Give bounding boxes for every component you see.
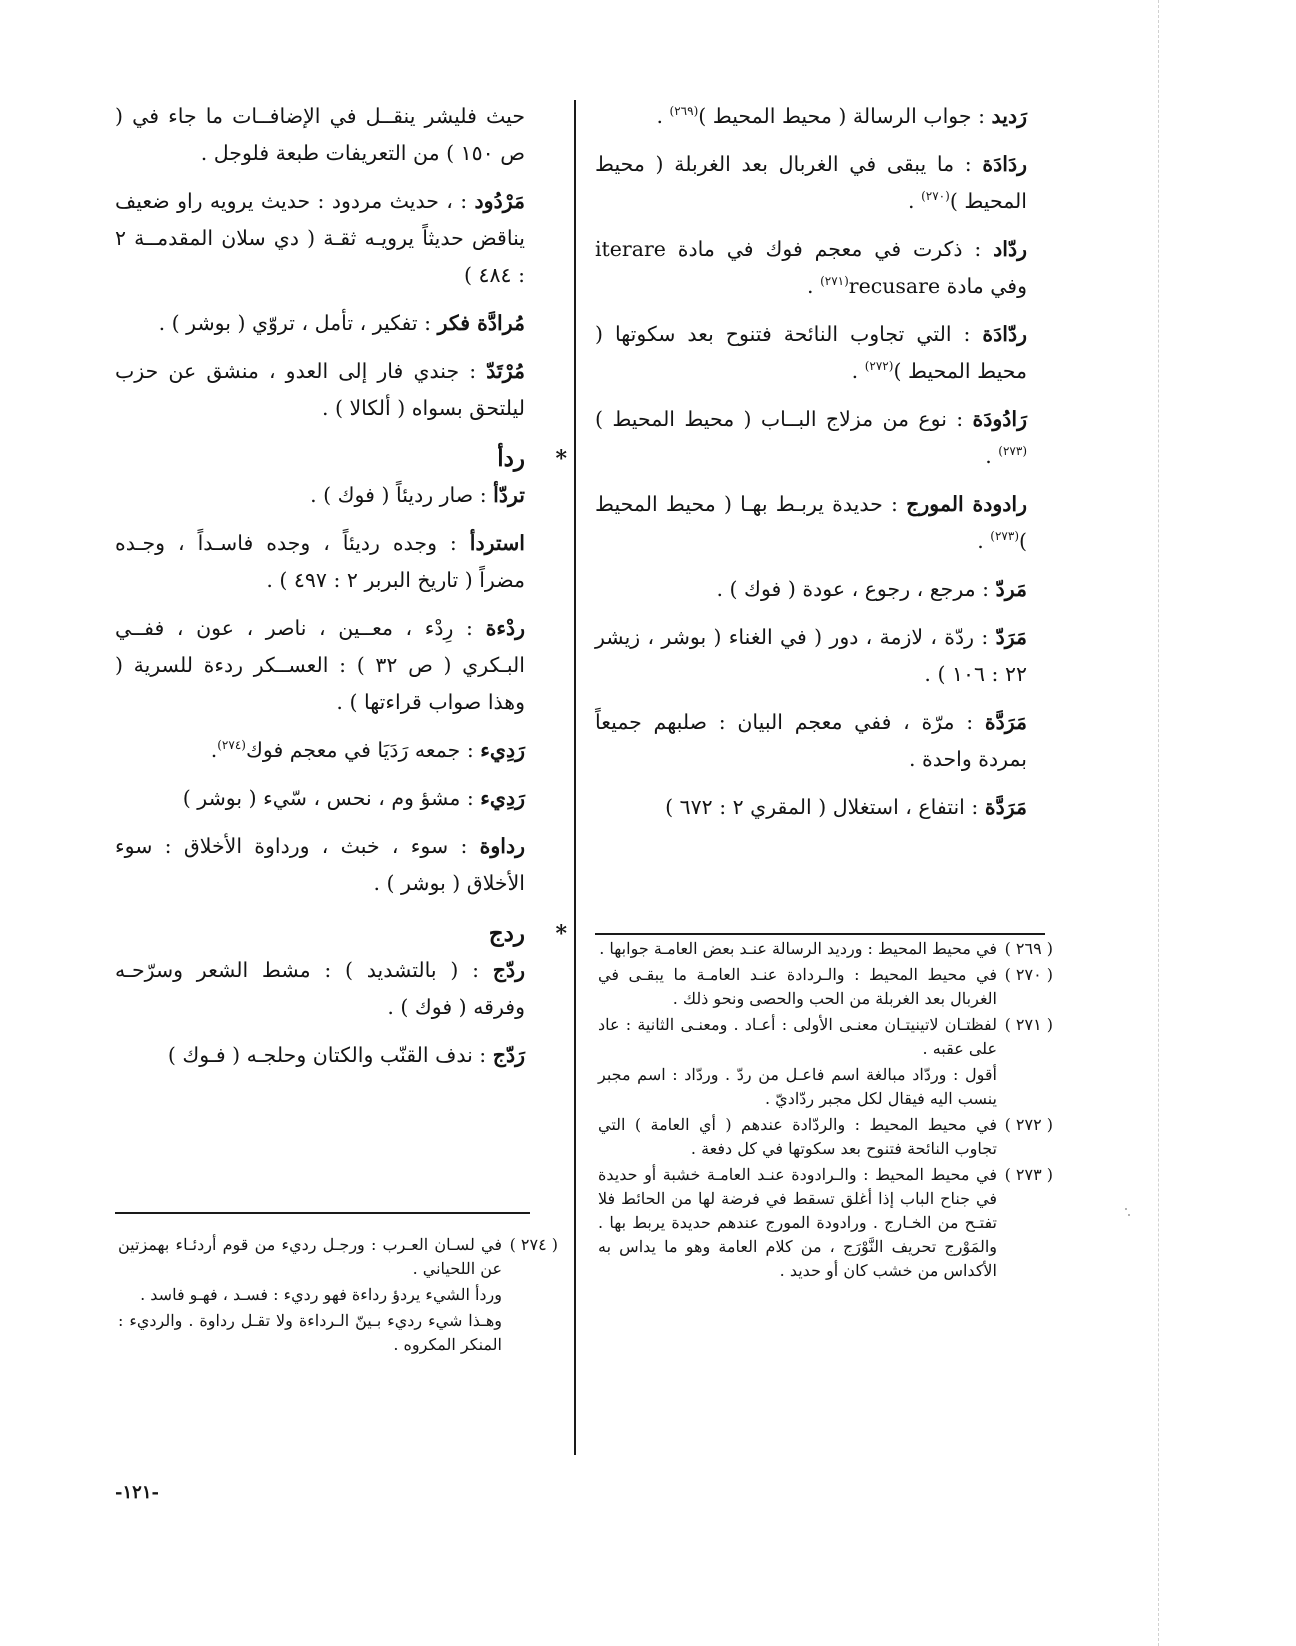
footnote-269: ( ٢٦٩ ) في محيط المحيط : ورديد الرسالة عنـد بعض العامـة جوابها . bbox=[599, 939, 1053, 958]
continuation-text: حيث فليشر ينقــل في الإضافــات ما جاء في ( ص ١٥٠ ) من التعريفات طبعة فلوجل . bbox=[115, 104, 525, 165]
footnote-271: ( ٢٧١ ) لفظتـان لاتينيتـان معنـى الأولى : أعـاد . ومعنـى الثانية : عاد على عقبه . bbox=[598, 1015, 1053, 1058]
entry-tarada: تردّأ : صار رديئاً ( فوك ) . bbox=[115, 477, 525, 514]
entry-radawa: رداوة : سوء ، خبث ، ورداوة الأخلاق : سوء الأخلاق ( بوشر ) . bbox=[115, 828, 525, 902]
entry-raddada: ردّادَة : التي تجاوب النائحة فتنوح بعد سكوتها ( محيط المحيط )$^{(٢٧٢)}$ . bbox=[595, 316, 1027, 390]
entry-mardud: مَرْدُود : ، حديث مردود : حديث يرويه راو ضعيف يناقض حديثاً يرويـه ثقـة ( دي سلان المقدمــة ٢ : ٤٨٤ ) bbox=[115, 183, 525, 294]
scan-speck bbox=[1128, 1214, 1130, 1216]
footnote-271-comment: أقول : وردّاد مبالغة اسم فاعـل من ردّ . وردّاد : اسم مجبر ينسب اليه فيقال لكل مجبر ردّاديّ . bbox=[598, 1065, 997, 1108]
entry-radid: رَديد : جواب الرسالة ( محيط المحيط )$^{(٢٦٩)}$ . bbox=[595, 98, 1027, 135]
footnote-273: ( ٢٧٣ ) في محيط المحيط : والـرادودة عنـد العامـة خشبة أو حديدة في جناح الباب إذا أغلق تسقط في فرضة لها من الحائط فلا تفتـح من الخـارج . ورادودة المورج عندهم حديدة يربط بها . والمَوْرج تحريف النَّوْرَج ، من كلام العامة وهو ما يداس به الأكداس من خشب كان أو حديد . bbox=[598, 1165, 1053, 1280]
entry-raddaj-1: ردّج : ( بالتشديد ) : مشط الشعر وسرّحـه وفرقه ( فوك ) . bbox=[115, 952, 525, 1026]
footnote-274-cont-2: وهـذا شيء رديء بـينّ الـرداءة ولا تقـل رداوة . والرديء : المنكر المكروه . bbox=[118, 1311, 502, 1354]
entry-muradda-fikr: مُرادَّة فكر : تفكير ، تأمل ، تروّي ( بوشر ) . bbox=[115, 305, 525, 342]
entry-radi-2: رَدِيء : مشؤ وم ، نحس ، سّيء ( بوشر ) bbox=[115, 780, 525, 817]
right-column bbox=[595, 98, 1027, 837]
entry-raddaj-2: رَدّج : ندف القنّب والكتان وحلجـه ( فـوك ) bbox=[115, 1037, 525, 1074]
footnote-ref[interactable]: (٢٦٩) bbox=[669, 104, 699, 119]
entry-murtadd: مُرْتَدّ : جندي فار إلى العدو ، منشق عن حزب ليلتحق بسواه ( ألكالا ) . bbox=[115, 353, 525, 427]
page-number: -١٢١- bbox=[115, 1482, 159, 1503]
entry-radouda-almawraj: رادودة المورج : حديدة يربـط بهـا ( محيط المحيط )$^{(٢٧٣)}$ . bbox=[595, 486, 1027, 560]
entry-raddad: ردّاد : ذكرت في معجم فوك في مادة iterare وفي مادة recusare$^{(٢٧١)}$ . bbox=[595, 231, 1027, 305]
entry-marada-2: مَرَدَّة : انتفاع ، استغلال ( المقري ٢ : ٦٧٢ ) bbox=[595, 789, 1027, 826]
footnote-272: ( ٢٧٢ ) في محيط المحيط : والردّادة عندهم ( أي العامة ) التي تجاوب النائحة فتنوح بعد سكوتها في كل دفعة . bbox=[598, 1115, 1053, 1158]
footnote-274-cont-1: وردأ الشيء يردؤ رداءة فهو رديء : فسـد ، فهـو فاسد . bbox=[140, 1285, 502, 1304]
column-divider bbox=[574, 100, 576, 1455]
footnote-ref[interactable]: (٢٧٠) bbox=[921, 189, 950, 204]
entry-marad-1: مَردّ : مرجع ، رجوع ، عودة ( فوك ) . bbox=[595, 571, 1027, 608]
entry-radi-1: رَدِيء : جمعه رَدَيَا في معجم فوك$^{(٢٧٤)}$. bbox=[115, 732, 525, 769]
scan-speck bbox=[1125, 1208, 1127, 1210]
section-heading-rada: * ردأ bbox=[115, 441, 525, 477]
footnote-rule-left bbox=[115, 1212, 530, 1214]
footnote-274: ( ٢٧٤ ) في لسـان العـرب : ورجـل رديء من قوم أردئـاء بهمزتين عن اللحياني . bbox=[118, 1235, 558, 1278]
footnotes-right bbox=[598, 937, 1053, 1285]
page-edge-marks bbox=[1158, 0, 1159, 1646]
entry-radouda: رَادُودَة : نوع من مزلاج البــاب ( محيط المحيط )$^{(٢٧٣)}$ . bbox=[595, 401, 1027, 475]
footnote-ref[interactable]: (٢٧٣) bbox=[998, 444, 1027, 459]
section-heading-radaj: * ردج bbox=[115, 916, 525, 952]
footnote-ref[interactable]: (٢٧٤) bbox=[217, 738, 246, 753]
footnote-270: ( ٢٧٠ ) في محيط المحيط : والـردادة عنـد العامـة ما يبقـى في الغربال بعد الغربلة من الحب والحصى ونحو ذلك . bbox=[598, 965, 1053, 1008]
footnotes-left bbox=[118, 1233, 558, 1359]
footnote-ref[interactable]: (٢٧٢) bbox=[864, 359, 894, 374]
asterisk-icon: * bbox=[555, 446, 567, 472]
entry-marada-1: مَرَدَّة : مرّة ، ففي معجم البيان : صلبهم جميعاً بمردة واحدة . bbox=[595, 704, 1027, 778]
footnote-ref[interactable]: (٢٧٣) bbox=[990, 529, 1019, 544]
footnote-ref[interactable]: (٢٧١) bbox=[820, 274, 849, 289]
entry-istarda: استردأ : وجده رديئاً ، وجده فاسـداً ، وجـده مضراً ( تاريخ البربر ٢ : ٤٩٧ ) . bbox=[115, 525, 525, 599]
footnote-rule-right bbox=[595, 933, 1045, 935]
asterisk-icon: * bbox=[555, 921, 567, 947]
entry-rida-a: ردْءة : رِدْء ، معــين ، ناصر ، عون ، ففــي البـكري ( ص ٣٢ ) : العســكر ردءة للسرية ( وهذا صواب قراءتها ) . bbox=[115, 610, 525, 721]
entry-marad-2: مَرَدّ : ردّة ، لازمة ، دور ( في الغناء ( بوشر ، زيشر ٢٢ : ١٠٦ ) . bbox=[595, 619, 1027, 693]
entry-radada: ردَادَة : ما يبقى في الغربال بعد الغربلة ( محيط المحيط )$^{(٢٧٠)}$ . bbox=[595, 146, 1027, 220]
left-column bbox=[115, 98, 567, 1085]
